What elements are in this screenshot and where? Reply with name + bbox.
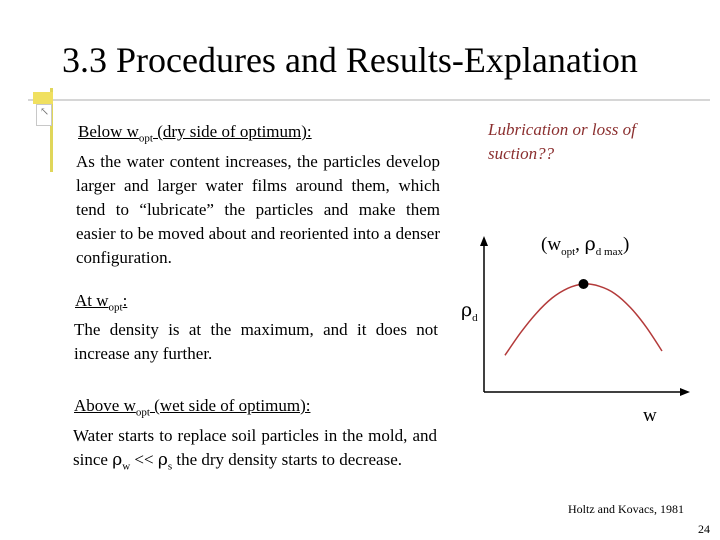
x-axis-arrow [680, 388, 690, 396]
y-axis-label: $\rho_d$ [461, 299, 478, 324]
above-optimum-heading: Above $w_{opt}$ (wet side of optimum): [74, 396, 311, 419]
y-axis-arrow [480, 236, 488, 246]
at-optimum-text: The density is at the maximum, and it does not increase any further. [74, 320, 438, 363]
optimum-point [579, 279, 589, 289]
slide-corner-icon: ↖ [36, 104, 52, 126]
x-axis-label: w [643, 405, 657, 426]
below-optimum-text: As the water content increases, the particles develop larger and larger water films around them, which tend to “lubricate” the particles and make them easier to be moved about and reoriented into a denser configuration. [76, 152, 440, 267]
below-optimum-heading: Below $w_{opt}$ (dry side of optimum): [78, 122, 312, 145]
at-optimum-heading: At $w_{opt}$: [75, 291, 128, 314]
citation: Holtz and Kovacs, 1981 [568, 502, 684, 516]
above-optimum-text: Water starts to replace soil particles in the mold, and since $\rho_w << \rho_s$ the dry density starts to decrease. [73, 426, 437, 473]
slide-title: 3.3 Procedures and Results-Explanation [62, 40, 638, 80]
page-number: 24 [698, 522, 710, 536]
lubrication-note: Lubrication or loss of suction?? [488, 120, 636, 163]
compaction-curve [505, 284, 662, 355]
peak-label: ($w_{opt}$, $\rho_{d max}$) [541, 233, 630, 258]
